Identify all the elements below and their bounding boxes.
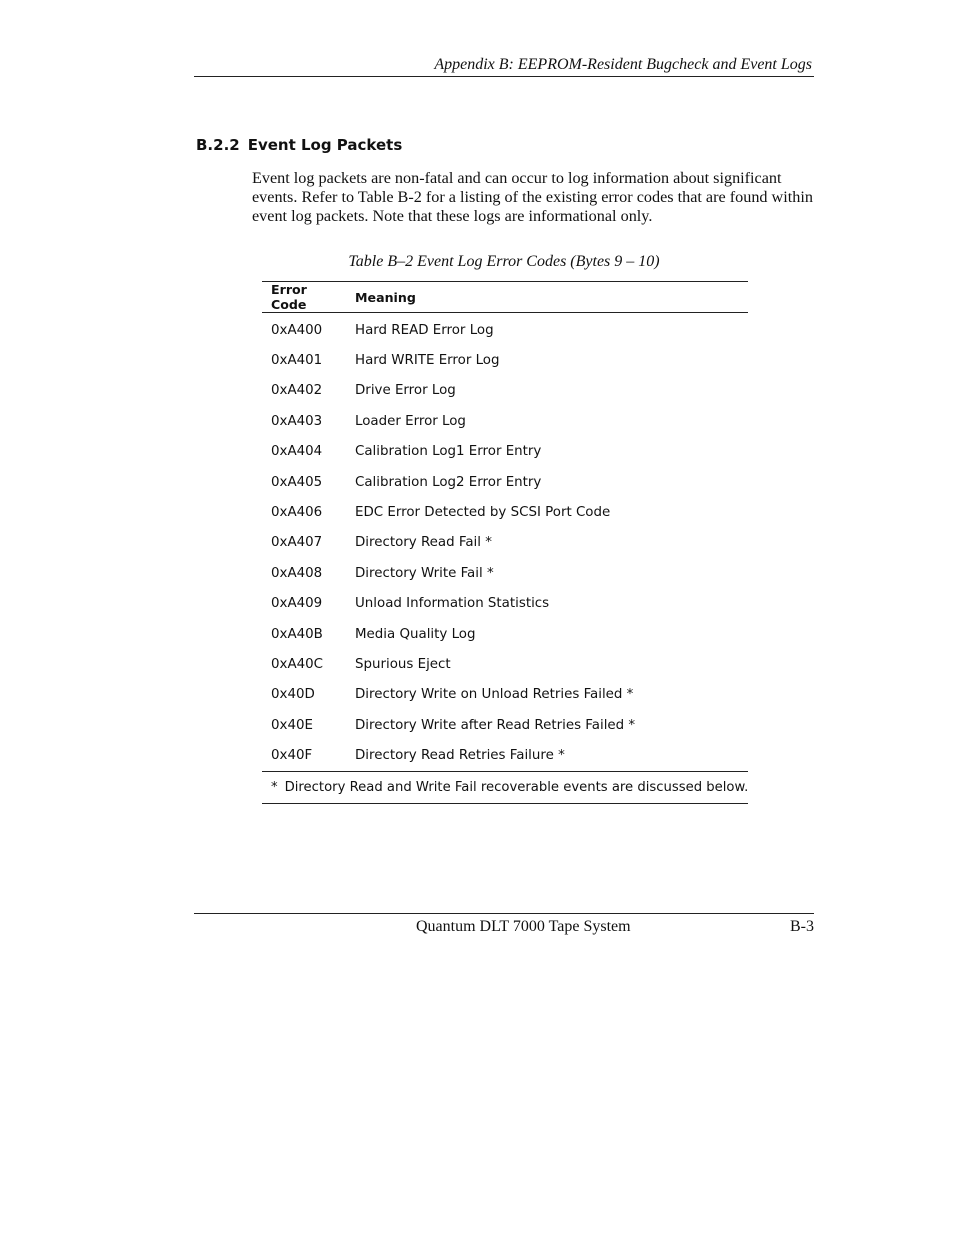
page-number: B-3 bbox=[790, 918, 814, 935]
table-row bbox=[262, 437, 748, 467]
error-code-cell: 0xA409 bbox=[271, 596, 323, 612]
section-number: B.2.2 bbox=[196, 136, 240, 154]
table-row bbox=[262, 710, 748, 740]
error-code-cell: 0x40F bbox=[271, 748, 313, 764]
table-footnote bbox=[262, 771, 748, 803]
running-footer bbox=[194, 913, 814, 940]
table-row bbox=[262, 497, 748, 527]
table-row bbox=[262, 680, 748, 710]
table-row bbox=[262, 649, 748, 679]
table-row bbox=[262, 740, 748, 771]
error-code-cell: 0xA407 bbox=[271, 535, 323, 551]
table-row bbox=[262, 619, 748, 649]
meaning-cell: Media Quality Log bbox=[355, 626, 476, 642]
error-code-cell: 0xA405 bbox=[271, 474, 323, 490]
error-code-cell: 0xA400 bbox=[271, 322, 323, 338]
meaning-cell: Directory Read Retries Failure * bbox=[355, 748, 565, 764]
error-code-cell: 0xA402 bbox=[271, 383, 323, 399]
meaning-cell: Loader Error Log bbox=[355, 413, 466, 429]
event-log-error-codes-table bbox=[262, 281, 748, 804]
section-title: Event Log Packets bbox=[247, 136, 403, 154]
footer-title: Quantum DLT 7000 Tape System bbox=[416, 918, 631, 935]
error-code-cell: 0x40D bbox=[271, 687, 315, 703]
running-header bbox=[194, 54, 814, 77]
section-paragraph: Event log packets are non-fatal and can occur to log information about significant events. Refer to Table B-2 for a listing of the existing error codes that are found within event log packets. Note that these logs are informational only. bbox=[252, 169, 813, 225]
meaning-cell: Drive Error Log bbox=[355, 383, 456, 399]
running-header-title: Appendix B: EEPROM-Resident Bugcheck and Event Logs bbox=[434, 56, 812, 73]
meaning-cell: Calibration Log1 Error Entry bbox=[355, 444, 542, 460]
column-header-error-code: Error Code bbox=[262, 282, 346, 313]
meaning-cell: Unload Information Statistics bbox=[355, 596, 550, 612]
meaning-cell: Directory Write Fail * bbox=[355, 565, 494, 581]
footnote-text: Directory Read and Write Fail recoverable events are discussed below. bbox=[284, 779, 749, 795]
footnote-mark: * bbox=[271, 779, 278, 795]
error-code-cell: 0xA404 bbox=[271, 444, 323, 460]
meaning-cell: Hard WRITE Error Log bbox=[355, 353, 500, 369]
table-header-row bbox=[262, 282, 748, 313]
error-code-cell: 0x40E bbox=[271, 717, 313, 733]
table-caption: Table B–2 Event Log Error Codes (Bytes 9 – 10) bbox=[348, 253, 660, 270]
meaning-cell: Spurious Eject bbox=[355, 656, 451, 672]
error-code-cell: 0xA40B bbox=[271, 626, 323, 642]
table-row bbox=[262, 313, 748, 346]
table-row bbox=[262, 376, 748, 406]
error-code-cell: 0xA401 bbox=[271, 353, 323, 369]
error-code-cell: 0xA406 bbox=[271, 505, 323, 521]
section-heading bbox=[196, 134, 402, 156]
meaning-cell: EDC Error Detected by SCSI Port Code bbox=[355, 505, 611, 521]
table-row bbox=[262, 589, 748, 619]
column-header-meaning: Meaning bbox=[346, 282, 748, 313]
error-code-cell: 0xA403 bbox=[271, 413, 323, 429]
error-code-cell: 0xA40C bbox=[271, 656, 323, 672]
meaning-cell: Hard READ Error Log bbox=[355, 322, 494, 338]
meaning-cell: Directory Read Fail * bbox=[355, 535, 492, 551]
table-row bbox=[262, 345, 748, 375]
error-code-cell: 0xA408 bbox=[271, 565, 323, 581]
table-footnote-row bbox=[262, 771, 748, 803]
table-row bbox=[262, 528, 748, 558]
meaning-cell: Directory Write after Read Retries Failed * bbox=[355, 717, 636, 733]
table-row bbox=[262, 467, 748, 497]
table-row bbox=[262, 406, 748, 436]
table-row bbox=[262, 558, 748, 588]
meaning-cell: Directory Write on Unload Retries Failed * bbox=[355, 687, 634, 703]
meaning-cell: Calibration Log2 Error Entry bbox=[355, 474, 542, 490]
